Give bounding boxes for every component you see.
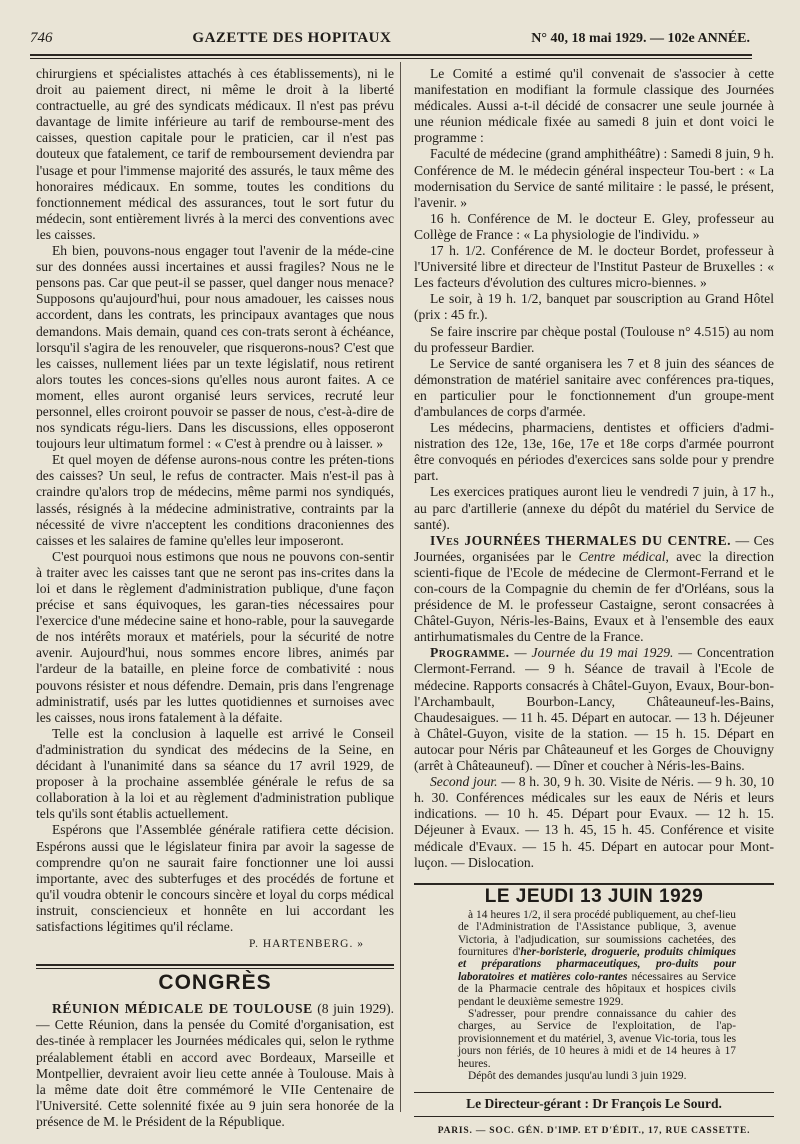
section-rule [36, 964, 394, 966]
article-paragraph: Espérons que l'Assemblée générale ratifiera cette décision. Espérons aussi que le législateur finira par avoir la sagesse de comprendre qu'on ne saurait faire fonctionner une loi aussi importante, avec des subterfuges et des procédés de fortune et qu'il voudra obtenir le concours sincère et loyal du corps médical instruit, consciencieux et honnête en lui accordant les satisfactions légitimes qu'il réclame. [36, 822, 394, 934]
header-rule [30, 54, 752, 56]
programme-heading: Programme. [430, 645, 510, 661]
notice-text: à 14 heures 1/2, il sera procédé publiquement, au chef-lieu de l'Administration de l'Assistance publique, 3, avenue Victoria, à l'adjudication, sur soumissions cachetées, des fournitures d' [458, 908, 736, 958]
article-paragraph: chirurgiens et spécialistes attachés à ces établissements), ni le droit au paiement direct, ni même le droit à la liberté contractuelle, au gré des syndicats médicaux. Il n'est pas prévu davantage de limite inférieure au tarif de rembourse-ment des caisses, question capitale pour le praticien, car il n'est pas douteux que fatalement, ce tarif de remboursement deviendra par l'usage et pour l'immense majorité des assurés, le taux même des honoraires médicaux. En somme, toutes les conditions du fonctionnement médical des assurances, tout le sort futur du médecin, sont entièrement livrés à la merci des conventions avec les caisses. [36, 66, 394, 242]
congress-text: (8 juin 1929). — Cette Réunion, dans la pensée du Comité d'organisation, est des-tinée à remplacer les Journées médicales qui, selon le rythme préalablement établi en accord avec Bordeaux, Marseille et Montpellier, devraient avoir lieu cette année à Toulouse. Mais à la même date doit être commémoré le VIIe Centenaire de l'Université. Cette solennité fixée au 9 juin sera honorée de la présence de M. le Président de la République. [36, 1001, 394, 1129]
thermal-paragraph [414, 533, 774, 646]
article-paragraph: Telle est la conclusion à laquelle est arrivé le Conseil d'administration du syndicat des médecins de la Seine, en décidant à l'unanimité dans sa séance du 17 avril 1929, de proposer à la prochaine assemblée générale le refus de sa collaboration à la loi et au règlement d'administration publique tels qu'ils sont établis actuellement. [36, 725, 394, 822]
notice-products: her-boristerie, droguerie, produits chimiques et préparations pharmaceutiques, pro-duits pour laboratoires et matières colo-rantes [458, 946, 736, 983]
article-paragraph: Les médecins, pharmaciens, dentistes et officiers d'admi-nistration des 12e, 13e, 16e, 17e et 18e corps d'armée pourront être convoqués en périodes d'exercices sans solde pour y prendre part. [414, 420, 774, 484]
director-line: Le Directeur-gérant : Dr François Le Sourd. [414, 1092, 774, 1116]
congress-heading: RÉUNION MÉDICALE DE TOULOUSE [52, 1001, 313, 1017]
notice-title: LE JEUDI 13 JUIN 1929 [484, 885, 704, 907]
notice-deadline: Dépôt des demandes jusqu'au lundi 3 juin 1929. [468, 1070, 687, 1083]
thermal-text-2: , avec la direction scienti-fique de l'Ecole de médecine de Clermont-Ferrand et le con-cours de la Compagnie du chemin de fer d'Orléans, sous la présidence de M. le professeur Castaigne, seront consacrées à Châtel-Guyon, Néris-les-Bains, Evaux et à l'ensemble des eaux antirhumatismales du Centre de la France. [414, 548, 774, 645]
article-paragraph: Le Comité a estimé qu'il convenait de s'associer à cette manifestation en modifiant la formule classique des Journées médicales. Aussi a-t-il décidé de consacrer une seule journée à une réunion médicale fixée au samedi 8 juin et dont voici le programme : [414, 66, 774, 146]
article-paragraph: 17 h. 1/2. Conférence de M. le docteur Bordet, professeur à l'Université libre et directeur de l'Institut Pasteur de Bruxelles : « Les facteurs d'évolution des cultures micro-biennes. » [414, 243, 774, 291]
left-column [36, 66, 394, 1130]
header-rule-thin [30, 58, 752, 59]
notice-paragraph: S'adresser, pour prendre connaissance du cahier des charges, au Service de l'exploitation, de l'ap-provisionnement et du matériel, 3, avenue Vic-toria, tous les jours non fériés, de 10 heures à midi et de 14 heures à 17 heures. [458, 1008, 736, 1070]
column-divider [400, 62, 401, 1112]
printer-imprint: PARIS. — SOC. GÉN. D'IMP. ET D'ÉDIT., 17, RUE CASSETTE. [437, 1125, 751, 1136]
article-paragraph: Et quel moyen de défense aurons-nous contre les préten-tions des caisses? Un seul, le refus de contracter. Mais n'est-il pas à craindre qu'alors trop de médecins, même parmi nos syndiqués, lassés, résignés à la médecine administrative, contraints par la nécessité de vivre n'acceptent les conditions draconiennes des caisses et les salaires de famine qu'elles leur imposeront. [36, 452, 394, 548]
article-paragraph: Le Service de santé organisera les 7 et 8 juin des séances de démonstration de matériel sanitaire avec conférences pra-tiques, en particulier pour le fonctionnement d'un groupe-ment d'ambulances de corps d'armée. [414, 355, 774, 419]
congress-paragraph [36, 1001, 394, 1130]
issue-info: N° 40, 18 mai 1929. — 102e ANNÉE. [531, 31, 750, 46]
section-title: CONGRÈS [158, 971, 272, 995]
article-paragraph: Faculté de médecine (grand amphithéâtre) : Samedi 8 juin, 9 h. Conférence de M. le médecin général inspecteur Tou-bert : « La modernisation du Service de santé militaire : le passé, le présent, l'avenir. » [414, 146, 774, 210]
notice-text-2: nécessaires au Service de la Pharmacie centrale des hôpitaux et hospices civils pendant le deuxième semestre 1929. [458, 970, 736, 1008]
author-signature: P. HARTENBERG. » [249, 938, 364, 951]
programme-date: — Journée du 19 mai 1929. [509, 645, 674, 661]
second-day-paragraph [414, 774, 774, 871]
journal-title: GAZETTE DES HOPITAUX [192, 30, 392, 46]
second-day-heading: Second jour. [430, 774, 498, 790]
notice-body [458, 909, 736, 1083]
section-rule-thin [36, 968, 394, 969]
thermal-heading: IVes JOURNÉES THERMALES DU CENTRE. [430, 532, 732, 548]
article-paragraph: Le soir, à 19 h. 1/2, banquet par souscription au Grand Hôtel (prix : 45 fr.). [414, 291, 774, 323]
running-header [30, 30, 750, 52]
article-paragraph: Les exercices pratiques auront lieu le vendredi 7 juin, à 17 h., au parc d'artillerie (annexe du dépôt du matériel du Service de santé). [414, 484, 774, 532]
article-paragraph: Se faire inscrire par chèque postal (Toulouse n° 4.515) au nom du professeur Bardier. [414, 323, 774, 355]
auction-notice [414, 883, 774, 1083]
thermal-text: — Ces Journées, organisées par le [414, 532, 774, 564]
programme-paragraph [414, 645, 774, 774]
second-day-text: — 8 h. 30, 9 h. 30. Visite de Néris. — 9 h. 30, 10 h. 30. Conférences médicales sur les eaux de Néris et leurs indications. — 10 h. 45. Départ pour Evaux. — 12 h. 15. Déjeuner à Evaux. — 13 h. 45, 15 h. 45. Conférence et visite médicale d'Evaux. — 15 h. 45. Départ en autocar pour Mont-luçon. — Dislocation. [414, 774, 774, 870]
right-column [414, 66, 774, 1139]
page-number: 746 [30, 30, 53, 46]
notice-paragraph [458, 909, 736, 1008]
article-paragraph: Eh bien, pouvons-nous engager tout l'avenir de la méde-cine sur des données aussi incertaines et aussi fragiles? Nous ne le pensons pas. Car que peut-il se passer, quel danger nous menace? Supposons qu'aujourd'hui, pour nous amadouer, les caisses nous accordent, dans les contrats, les principaux avantages que nous demandons. Mais demain, quand ces con-trats seront à échéance, lorsqu'il s'agira de les renouveler, que risquerons-nous? C'est que les caisses, nullement liées par un texte législatif, nous retirent alors toutes les conces-sions qu'elles nous auront faites. A ce moment, elles auront organisé leurs services, recruté leur personnel, elles croiront pouvoir se passer de nous, c'est-à-dire de nos syndicats régu-liers. Dans les discussions, elles opposeront toujours leur ultimatum formel : « C'est à prendre ou à laisser. » [36, 243, 394, 452]
programme-text: — Concentration Clermont-Ferrand. — 9 h. Séance de travail à l'Ecole de médecine. Rapports consacrés à Châtel-Guyon, Evaux, Bour-bon-l'Archambault, Bourbon-Lancy, Châteauneuf-les-Bains, Chaudesaigues. — 11 h. 45. Départ en autocar. — 13 h. Déjeuner à Châtel-Guyon, visite de la station. — 15 h. 15. Départ en autocar pour Néris par Châteauneuf et les Gorges de Chouvigny (arrêt à Châteauneuf). — Dîner et coucher à Néris-les-Bains. [414, 645, 774, 774]
thermal-italic: Centre médical [578, 548, 666, 564]
article-paragraph: 16 h. Conférence de M. le docteur E. Gley, professeur au Collège de France : « La physiologie de l'individu. » [414, 210, 774, 242]
article-paragraph: C'est pourquoi nous estimons que nous ne pouvons con-sentir à traiter avec les caisses tant que ne seront pas ins-crites dans la loi et dans le règlement d'administration publique, d'une façon précise et sans équivoques, les garan-ties nécessaires pour l'exercice d'une médecine saine et hono-rable, pour la sauvegarde de nos intérêts moraux et matériels, pour la sécurité de notre avenir. Aujourd'hui, nous sommes encore libres, animés par l'ardeur de la bataille, en pleine force de combativité : nous pouvons résister et nous défendre. Demain, pris dans l'engrenage administratif, usés par les luttes quotidiennes et surnoises avec les caisses, nous irons fatalement à la défaite. [36, 548, 394, 725]
